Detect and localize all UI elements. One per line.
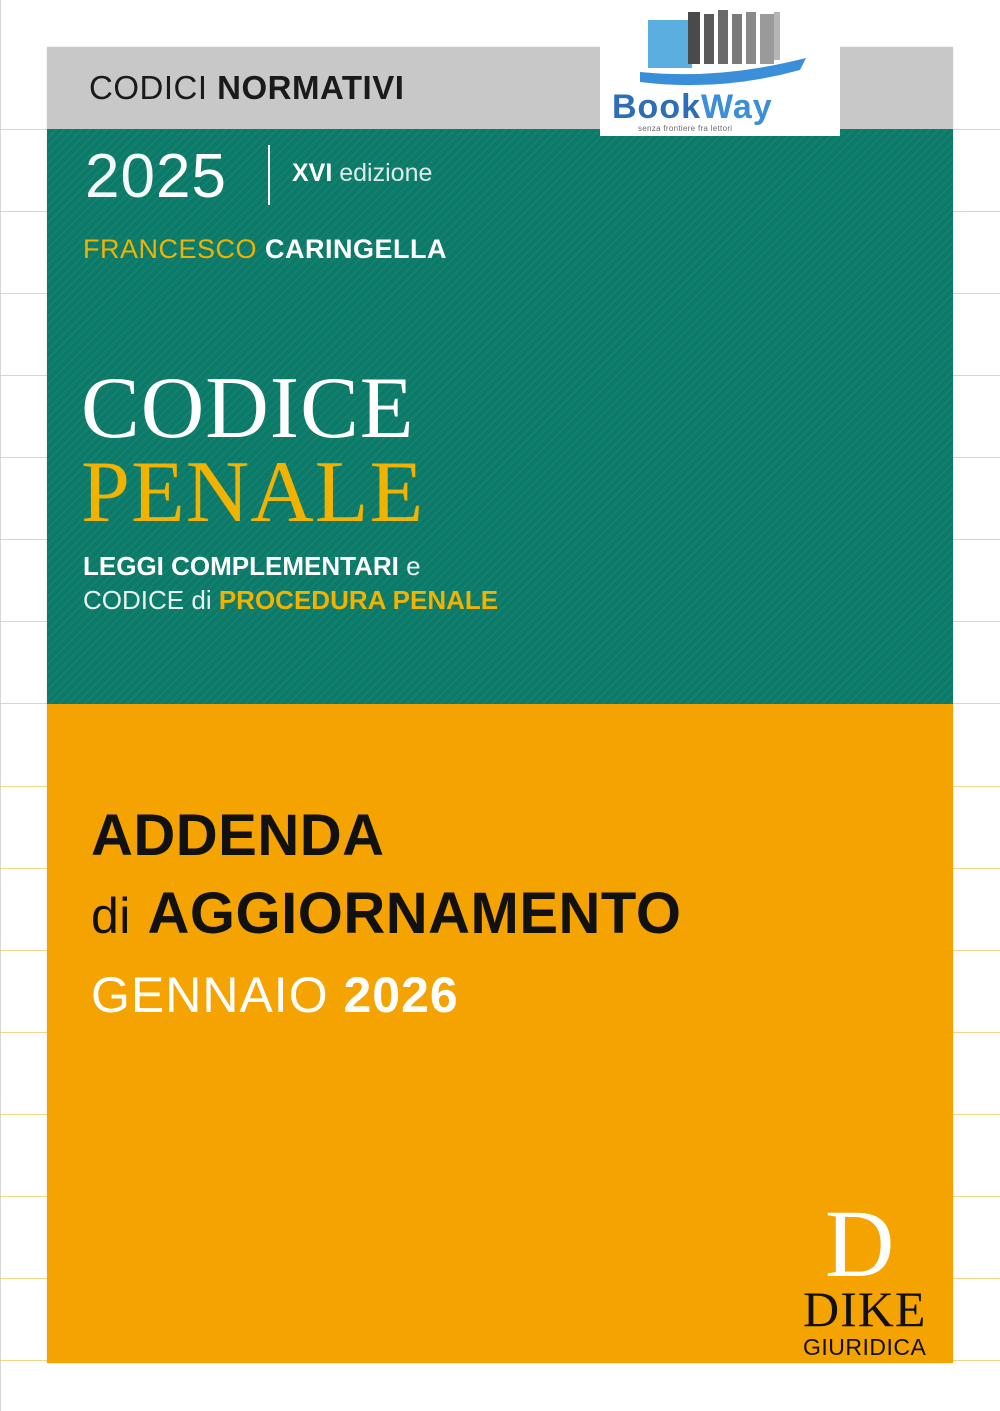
subtitle-line1-light: e <box>406 551 421 581</box>
edition-year <box>85 141 227 212</box>
publisher-name: DIKE <box>803 1281 927 1337</box>
edition-number: XVI <box>292 159 333 187</box>
bookway-tagline: senza frontiere fra lettori <box>638 124 733 133</box>
title-band <box>47 129 953 704</box>
edition-label <box>292 159 432 188</box>
book-title-line2: PENALE <box>81 444 425 541</box>
update-subtitle-bold: AGGIORNAMENTO <box>147 881 682 946</box>
subtitle-line1-bold: LEGGI COMPLEMENTARI <box>83 551 399 581</box>
year-divider <box>268 145 270 205</box>
update-band <box>47 704 953 1363</box>
author-name <box>83 234 447 265</box>
bookway-brand-part2: Way <box>701 88 773 126</box>
subtitle-line2-light: CODICE <box>83 585 185 615</box>
book-cover <box>47 47 953 1363</box>
update-date <box>91 966 459 1024</box>
update-year: 2026 <box>343 967 459 1023</box>
author-last: CARINGELLA <box>265 234 448 264</box>
edition-word: edizione <box>339 159 433 187</box>
bookway-watermark <box>600 0 840 136</box>
author-first: FRANCESCO <box>83 234 258 264</box>
bookway-brand <box>612 88 773 127</box>
year-prefix: 20 <box>85 142 156 211</box>
subtitle-line2-bold: PROCEDURA PENALE <box>218 585 499 615</box>
publisher-sub: GIURIDICA <box>803 1334 927 1360</box>
subtitle-line2 <box>83 585 498 616</box>
update-month: GENNAIO <box>91 967 329 1023</box>
update-title: ADDENDA <box>91 803 385 868</box>
update-subtitle <box>91 880 681 947</box>
series-bold: NORMATIVI <box>217 69 405 106</box>
series-light: CODICI <box>89 69 208 106</box>
publisher-logo-letter: D <box>825 1190 895 1297</box>
update-subtitle-small: di <box>91 888 131 944</box>
book-title-line1: CODICE <box>81 360 415 457</box>
year-suffix: 25 <box>155 142 227 211</box>
subtitle-line1 <box>83 551 421 582</box>
bookway-brand-part1: Book <box>612 88 701 126</box>
subtitle-line2-small: di <box>191 585 212 615</box>
series-title <box>89 69 404 107</box>
